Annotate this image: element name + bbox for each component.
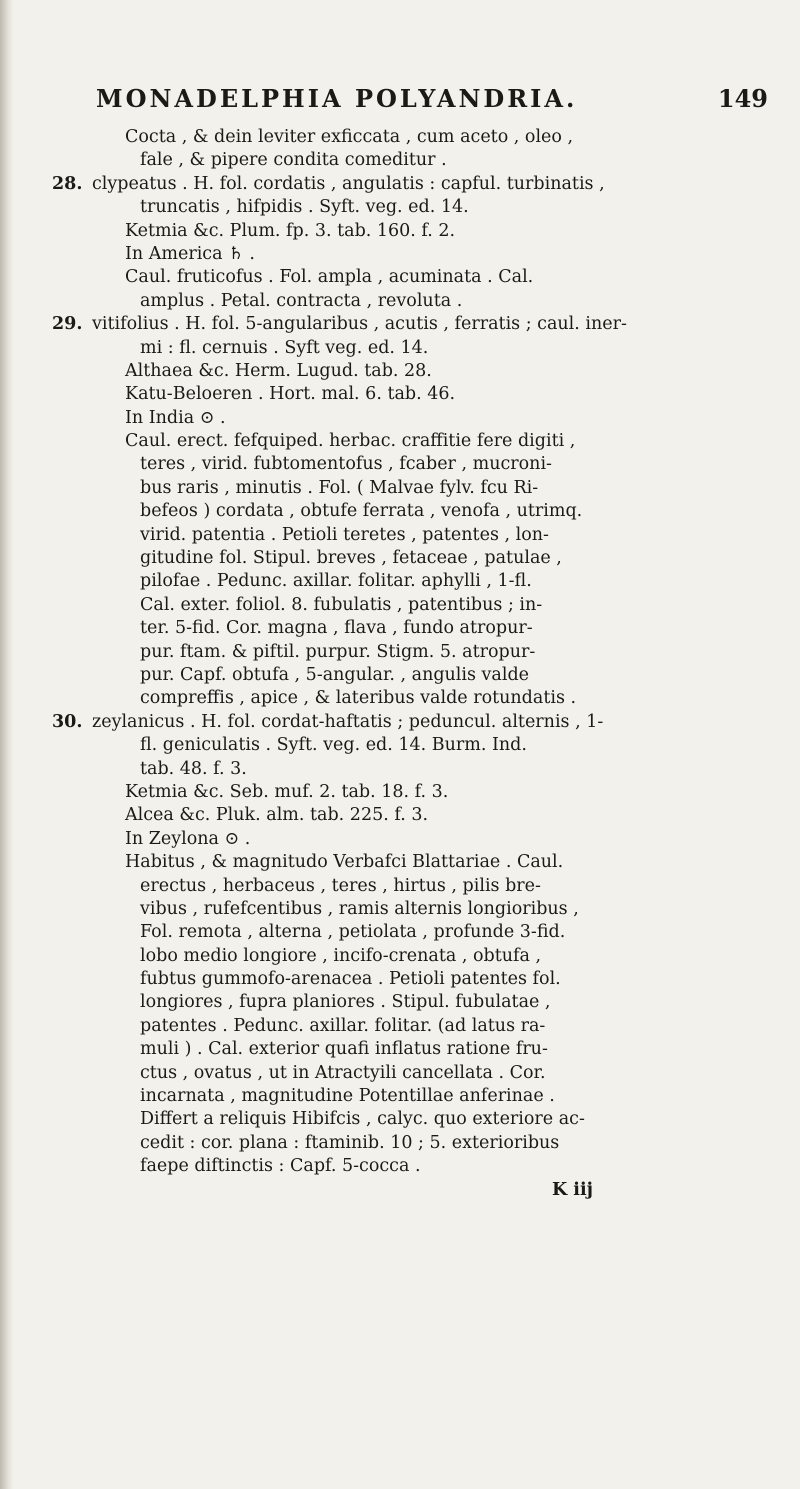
line-text: Althaea &c. Herm. Lugud. tab. 28. (125, 360, 432, 381)
line-text: bus raris , minutis . Fol. ( Malvae fylv. fcu Ri- (140, 477, 539, 498)
text-line (52, 1155, 772, 1178)
line-text: pur. Capf. obtufa , 5-angular. , angulis valde (140, 664, 530, 685)
text-line (52, 266, 772, 289)
text-line (52, 804, 772, 827)
text-line (52, 173, 772, 196)
line-text: vitifolius . H. fol. 5-angularibus , acutis , ferratis ; caul. iner- (92, 314, 627, 335)
species-number: 28. (52, 173, 83, 194)
text-line (52, 453, 772, 476)
text-line (52, 1038, 772, 1061)
line-text: Cal. exter. foliol. 8. fubulatis , patentibus ; in- (140, 594, 543, 615)
text-line (52, 1015, 772, 1038)
text-line (52, 524, 772, 547)
text-line (52, 1062, 772, 1085)
text-line (52, 570, 772, 593)
page-edge-shadow (0, 0, 14, 1489)
text-line (52, 851, 772, 874)
text-line (52, 594, 772, 617)
line-text: patentes . Pedunc. axillar. folitar. (ad latus ra- (140, 1015, 546, 1036)
text-line (52, 921, 772, 944)
line-text: In Zeylona ⊙ . (125, 828, 251, 849)
line-text: teres , virid. fubtomentofus , fcaber , mucroni- (140, 454, 552, 475)
species-number: 29. (52, 314, 83, 335)
line-text: cedit : cor. plana : ftaminib. 10 ; 5. exterioribus (140, 1132, 560, 1153)
text-line (52, 149, 772, 172)
line-text: Habitus , & magnitudo Verbafci Blattariae . Caul. (125, 852, 564, 873)
line-text: Differt a reliquis Hibifcis , calyc. quo exteriore ac- (140, 1109, 585, 1130)
text-line (52, 220, 772, 243)
page-body (52, 126, 772, 1202)
text-line (52, 243, 772, 266)
line-text: Ketmia &c. Seb. muf. 2. tab. 18. f. 3. (125, 781, 449, 802)
page-number: 149 (717, 84, 768, 113)
line-text: In America ♄ . (125, 243, 255, 264)
line-text: ter. 5-fid. Cor. magna , flava , fundo atropur- (140, 618, 533, 639)
line-text: tab. 48. f. 3. (140, 758, 247, 779)
line-text: Katu-Beloeren . Hort. mal. 6. tab. 46. (125, 384, 456, 405)
text-line (52, 383, 772, 406)
text-line (52, 664, 772, 687)
text-line (52, 477, 772, 500)
text-line (52, 991, 772, 1014)
line-text: fale , & pipere condita comeditur . (140, 150, 447, 171)
line-text: faepe diftinctis : Capf. 5-cocca . (140, 1156, 421, 1177)
line-text: compreffis , apice , & lateribus valde rotundatis . (140, 688, 577, 709)
text-line (52, 1132, 772, 1155)
text-line (52, 945, 772, 968)
text-line (52, 875, 772, 898)
line-text: vibus , rufefcentibus , ramis alternis longioribus , (140, 898, 579, 919)
text-line (52, 781, 772, 804)
text-line (52, 407, 772, 430)
line-text: Caul. fruticofus . Fol. ampla , acuminata . Cal. (125, 267, 534, 288)
line-text: In India ⊙ . (125, 407, 226, 428)
text-line (52, 500, 772, 523)
text-line (52, 758, 772, 781)
text-line (52, 360, 772, 383)
text-line (52, 711, 772, 734)
line-text: Cocta , & dein leviter exficcata , cum aceto , oleo , (125, 127, 574, 147)
text-line (52, 617, 772, 640)
line-text: longiores , fupra planiores . Stipul. fubulatae , (140, 992, 551, 1013)
line-text: K iij (552, 1179, 593, 1200)
line-text: ctus , ovatus , ut in Atractyili cancellata . Cor. (140, 1062, 546, 1083)
text-line (52, 337, 772, 360)
running-title: MONADELPHIA POLYANDRIA. (96, 84, 578, 113)
line-text: virid. patentia . Petioli teretes , patentes , lon- (140, 524, 549, 545)
line-text: Ketmia &c. Plum. fp. 3. tab. 160. f. 2. (125, 220, 456, 241)
running-header (96, 84, 768, 118)
signature-mark (52, 1179, 772, 1202)
line-text: Caul. erect. fefquiped. herbac. craffitie fere digiti , (125, 431, 576, 452)
text-line (52, 898, 772, 921)
line-text: clypeatus . H. fol. cordatis , angulatis : capful. turbinatis , (92, 173, 605, 194)
line-text: fubtus gummofo-arenacea . Petioli patentes fol. (140, 969, 561, 990)
text-line (52, 430, 772, 453)
line-text: pur. ftam. & piftil. purpur. Stigm. 5. atropur- (140, 641, 536, 662)
line-text: incarnata , magnitudine Potentillae anferinae . (140, 1086, 555, 1107)
line-text: Alcea &c. Pluk. alm. tab. 225. f. 3. (125, 805, 429, 826)
line-text: befeos ) cordata , obtufe ferrata , venofa , utrimq. (140, 501, 583, 522)
text-line (52, 687, 772, 710)
line-text: pilofae . Pedunc. axillar. folitar. aphylli , 1-fl. (140, 571, 532, 592)
line-text: mi : fl. cernuis . Syft veg. ed. 14. (140, 337, 429, 358)
text-line (52, 196, 772, 219)
text-line (52, 126, 772, 149)
text-line (52, 1108, 772, 1131)
line-text: muli ) . Cal. exterior quafi inflatus ratione fru- (140, 1039, 548, 1060)
line-text: lobo medio longiore , incifo-crenata , obtufa , (140, 945, 542, 966)
line-text: Fol. remota , alterna , petiolata , profunde 3-fid. (140, 922, 566, 943)
line-text: truncatis , hifpidis . Syft. veg. ed. 14. (140, 197, 469, 218)
text-line (52, 968, 772, 991)
line-text: gitudine fol. Stipul. breves , fetaceae , patulae , (140, 548, 562, 569)
text-line (52, 313, 772, 336)
line-text: amplus . Petal. contracta , revoluta . (140, 290, 463, 311)
text-line (52, 547, 772, 570)
line-text: erectus , herbaceus , teres , hirtus , pilis bre- (140, 875, 541, 896)
text-line (52, 828, 772, 851)
text-line (52, 290, 772, 313)
text-line (52, 641, 772, 664)
text-line (52, 734, 772, 757)
species-number: 30. (52, 711, 83, 732)
line-text: fl. geniculatis . Syft. veg. ed. 14. Burm. Ind. (140, 735, 527, 756)
text-line (52, 1085, 772, 1108)
line-text: zeylanicus . H. fol. cordat-haftatis ; peduncul. alternis , 1- (92, 711, 604, 732)
